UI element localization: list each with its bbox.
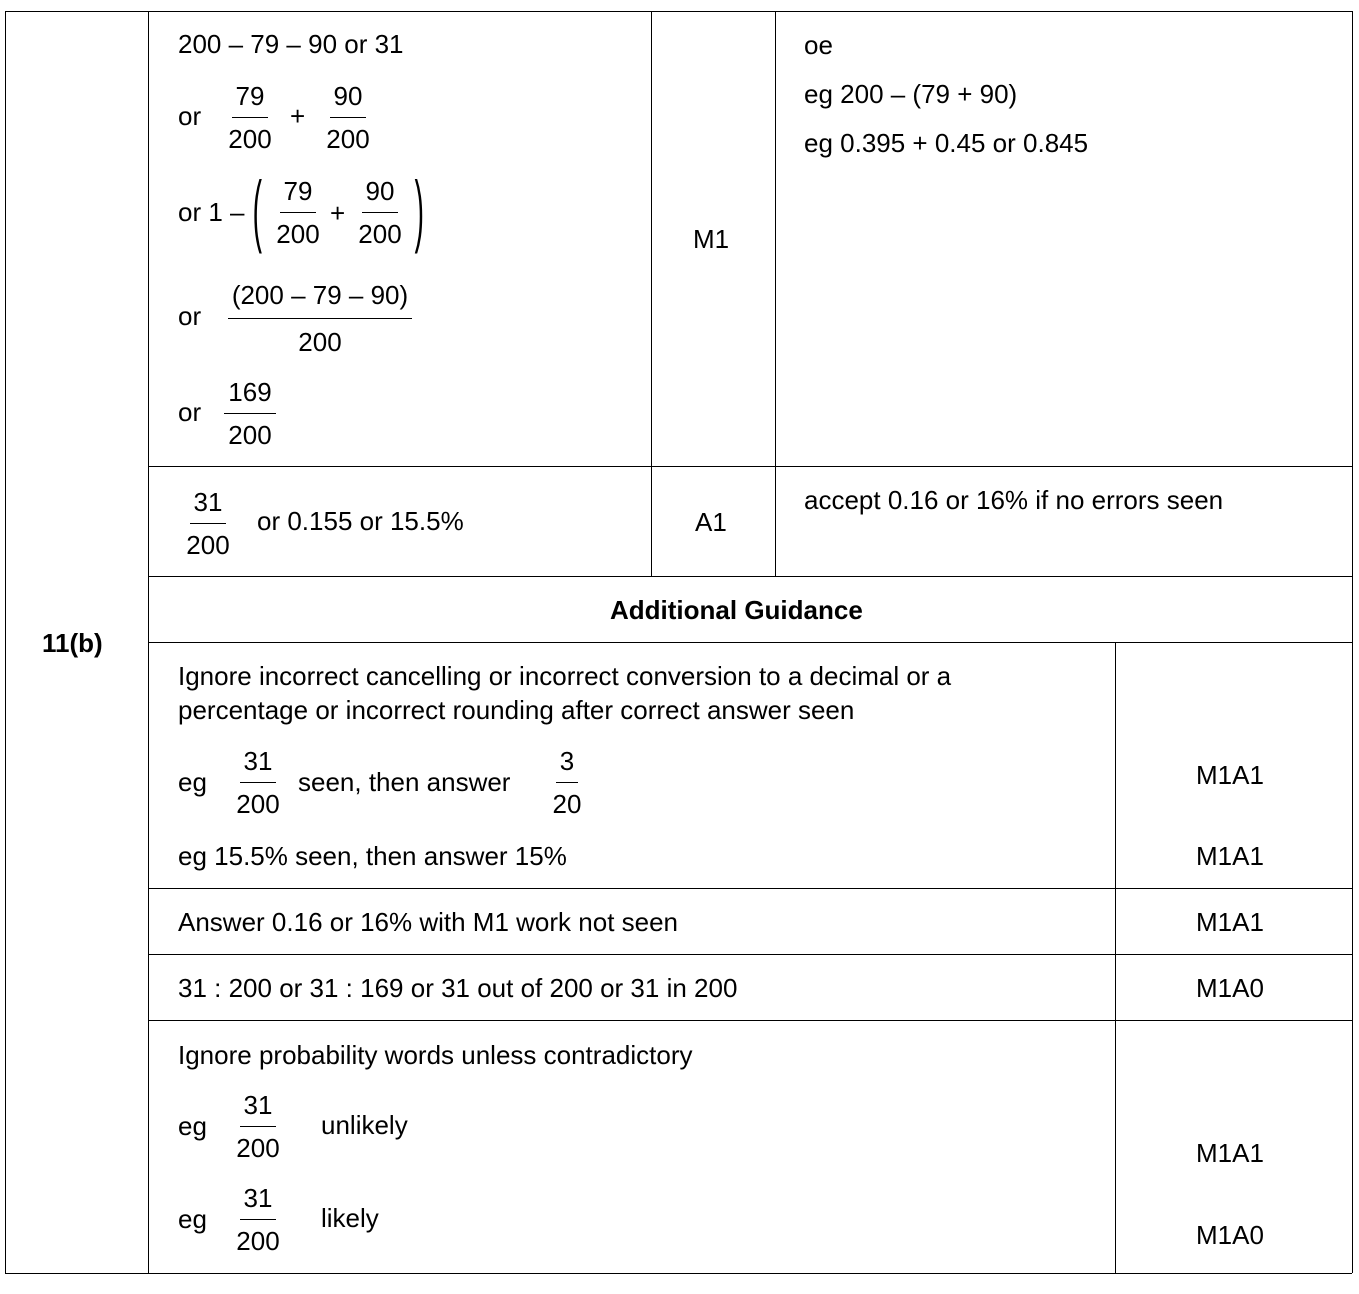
guidance-1-line-1: Ignore incorrect cancelling or incorrect conversion to a decimal or a [178, 661, 952, 691]
guidance-4-word-unlikely: unlikely [321, 1110, 408, 1140]
guidance-3-text: 31 : 200 or 31 : 169 or 31 out of 200 or 31 in 200 [178, 973, 738, 1003]
question-label: 11(b) [42, 628, 103, 658]
guidance-2-text: Answer 0.16 or 16% with M1 work not seen [178, 907, 679, 937]
plus-sign: + [290, 101, 306, 131]
guidance-2-mark: M1A1 [1196, 907, 1264, 937]
guidance-1-mark-1: M1A1 [1196, 760, 1264, 790]
or-label-c: or [178, 301, 202, 331]
accuracy-comment: accept 0.16 or 16% if no errors seen [804, 485, 1224, 515]
comment-oe: oe [804, 30, 833, 60]
guidance-4-mark-2: M1A0 [1196, 1220, 1264, 1250]
or-one-minus: or 1 – [178, 197, 245, 227]
guidance-1-mark-2: M1A1 [1196, 841, 1264, 871]
guidance-1-line-2: percentage or incorrect rounding after correct answer seen [178, 695, 855, 725]
additional-guidance-title: Additional Guidance [610, 595, 863, 625]
guidance-1-mid-text: seen, then answer [298, 767, 511, 797]
plus-sign-b: + [330, 198, 346, 228]
or-label-d: or [178, 397, 202, 427]
fraction-subtraction-200: $\frac{(200 - 79 - 90)}{200}$ [222, 280, 418, 357]
guidance-3-mark: M1A0 [1196, 973, 1264, 1003]
or-label: or [178, 101, 202, 131]
fraction-79-200-b: $\frac{79}{200}$ [276, 176, 320, 249]
guidance-4-eg-2: eg [178, 1204, 207, 1234]
fraction-90-200: $\frac{90}{200}$ [326, 81, 370, 154]
guidance-1-eg: eg [178, 767, 207, 797]
guidance-1-eg-2: eg 15.5% seen, then answer 15% [178, 841, 567, 871]
answer-alternatives: or 0.155 or 15.5% [257, 506, 464, 536]
guidance-4-eg-1: eg [178, 1111, 207, 1141]
comment-eg-2: eg 0.395 + 0.45 or 0.845 [804, 128, 1089, 158]
fraction-31-200-answer: $\frac{31}{200}$ [186, 487, 230, 560]
fraction-79-200: $\frac{79}{200}$ [228, 81, 272, 154]
guidance-1-fraction-31-200: $\frac{31}{200}$ [236, 746, 280, 819]
method-line-1: 200 – 79 – 90 or 31 [178, 29, 404, 59]
mark-a1: A1 [695, 507, 727, 537]
fraction-169-200: $\frac{169}{200}$ [222, 377, 278, 450]
mark-m1: M1 [693, 224, 730, 254]
comment-eg-1: eg 200 – (79 + 90) [804, 79, 1018, 109]
guidance-4-word-likely: likely [321, 1203, 379, 1233]
guidance-4-fraction-2: $\frac{31}{200}$ [236, 1183, 280, 1256]
left-paren-icon: ( [252, 165, 262, 254]
guidance-4-line-1: Ignore probability words unless contradictory [178, 1040, 693, 1070]
guidance-4-fraction-1: $\frac{31}{200}$ [236, 1090, 280, 1163]
guidance-4-mark-1: M1A1 [1196, 1138, 1264, 1168]
fraction-90-200-b: $\frac{90}{200}$ [358, 176, 402, 249]
right-paren-icon: ) [414, 165, 424, 254]
guidance-1-fraction-3-20: $\frac{3}{20}$ [552, 746, 582, 819]
